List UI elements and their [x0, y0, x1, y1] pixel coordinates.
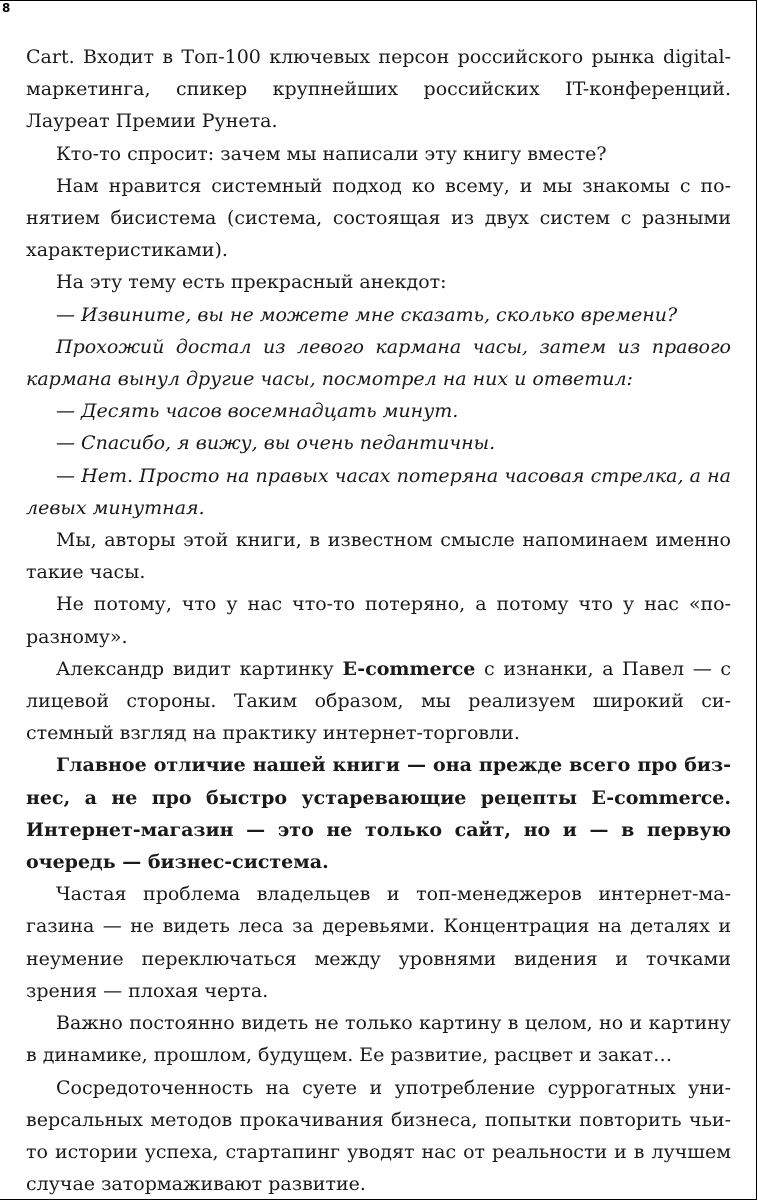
paragraph-authors-clocks: Мы, авторы этой книги, в известном смысле напоминаем именно такие часы. [26, 529, 731, 584]
paragraph-two-views [26, 653, 731, 750]
dialog-line-4: — Нет. Просто на правых часах потеряна часовая стрелка, а на левых минутная. [26, 464, 731, 519]
paragraph-main-difference: Главное отличие нашей книги — она прежде всего про бизнес, а не про быстро устаревающие рецепты E-commerce. Интернет-магазин — это не только сайт, но и — в первую очередь — бизнес-система. [26, 754, 731, 874]
paragraph-forest-trees: Частая проблема владельцев и топ-менеджеров интернет-магазина — не видеть леса за деревьями. Концентрация на деталях и неумение переключаться между уровнями видения и точками зрения — плохая черта. [26, 883, 731, 1002]
page-number: 8 [2, 1, 11, 15]
paragraph-bisystem: Нам нравится системный подход ко всему, и мы знакомы с понятием бисистема (система, состоящая из двух систем с разными характеристиками). [26, 174, 731, 262]
paragraph-focus: Сосредоточенность на суете и употребление суррогатных универсальных методов прокачивания бизнеса, попытки повторить чьи-то истории успеха, стартапинг уводят нас от реальности и в лучшем случае затормаживают развитие. [26, 1076, 731, 1196]
paragraph-two-views-start: Александр видит картинку [56, 657, 343, 680]
paragraph-author-bio: Cart. Входит в Топ-100 ключевых персон российского рынка digital-маркетинга, спикер крупнейших российских IT-конференций. Лауреат Премии Рунета. [26, 46, 731, 133]
dialog-narration: Прохожий достал из левого кармана часы, затем из правого кармана вынул другие часы, посмотрел на них и ответил: [26, 335, 731, 391]
dialog-line-1: — Извините, вы не можете мне сказать, сколько времени? [56, 303, 678, 326]
paragraph-not-lost: Не потому, что у нас что-то потеряно, а потому что у нас «по-разному». [26, 593, 731, 648]
paragraph-anecdote-intro: На эту тему есть прекрасный анекдот: [56, 271, 447, 294]
dialog-line-3: — Спасибо, я вижу, вы очень педантичны. [56, 432, 496, 455]
paragraph-two-views-end: с изнанки, а Павел — с лицевой стороны. Таким образом, мы реализуем широкий системный взгляд на практику интернет-торговли. [26, 657, 731, 745]
ecommerce-term: E-commerce [342, 657, 476, 680]
text-body [26, 41, 731, 1200]
paragraph-question: Кто-то спросит: зачем мы написали эту книгу вместе? [56, 142, 607, 165]
dialog-line-2: — Десять часов восемнадцать минут. [56, 400, 459, 423]
paragraph-dynamics: Важно постоянно видеть не только картину в целом, но и картину в динамике, прошлом, будущем. Ее развитие, расцвет и закат… [26, 1012, 731, 1067]
